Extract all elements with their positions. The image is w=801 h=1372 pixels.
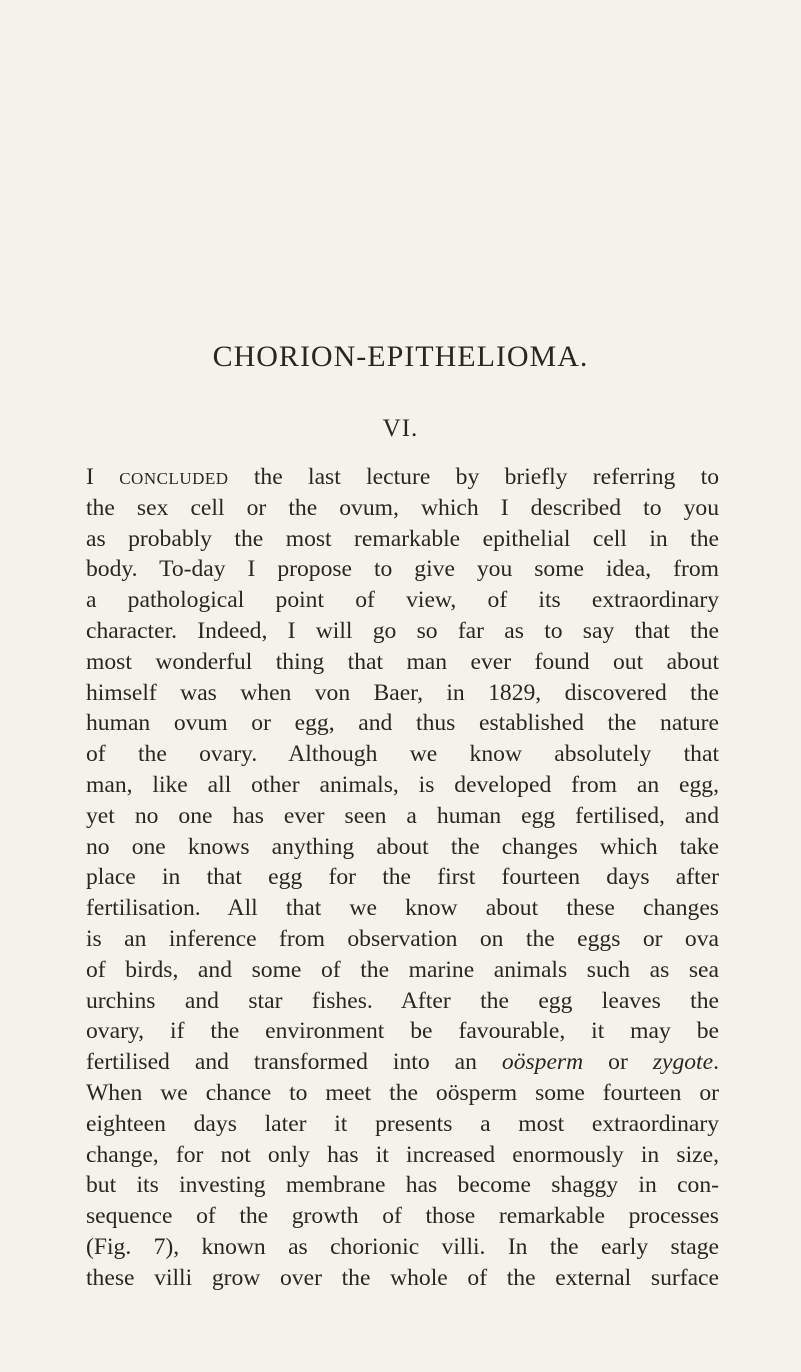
text-line: yet no one has ever seen a human egg fertilised, and [86, 802, 719, 829]
text-line: no one knows anything about the changes which take [86, 833, 719, 860]
text-line: When we chance to meet the oösperm some fourteen or [86, 1079, 719, 1106]
text-line: fertilised and transformed into an oösperm or zygote. [86, 1049, 719, 1076]
opening-word: concluded [119, 464, 229, 490]
term-zygote: zygote [652, 1049, 714, 1076]
text-line: ovary, if the environment be favourable, it may be [86, 1018, 719, 1045]
page-title: CHORION-EPITHELIOMA. [212, 340, 589, 373]
term-oosperm: oösperm [501, 1049, 584, 1076]
text-line: but its investing membrane has become shaggy in con- [86, 1172, 719, 1199]
text-line: most wonderful thing that man ever found out about [86, 648, 719, 675]
text-line: urchins and star fishes. After the egg leaves the [86, 987, 719, 1014]
body-paragraph [86, 462, 719, 1294]
text-line: change, for not only has it increased enormously in size, [86, 1141, 719, 1168]
text-line: the sex cell or the ovum, which I described to you [86, 494, 719, 521]
text-line: these villi grow over the whole of the external surface [86, 1264, 719, 1291]
text-line: place in that egg for the first fourteen days after [86, 864, 719, 891]
text-line: sequence of the growth of those remarkable processes [86, 1203, 719, 1230]
text-line: is an inference from observation on the eggs or ova [86, 925, 719, 952]
text-line: man, like all other animals, is developed from an egg, [86, 771, 719, 798]
section-number: VI. [382, 415, 419, 442]
text-line: character. Indeed, I will go so far as to say that the [86, 617, 719, 644]
text-line: body. To-day I propose to give you some idea, from [86, 556, 719, 583]
text-line: himself was when von Baer, in 1829, discovered the [86, 679, 719, 706]
text-line: (Fig. 7), known as chorionic villi. In the early stage [86, 1233, 719, 1260]
text-line: I concluded the last lecture by briefly referring to [86, 464, 719, 490]
text-line: fertilisation. All that we know about these changes [86, 895, 719, 922]
text-line: of the ovary. Although we know absolutely that [86, 741, 719, 768]
text-line: human ovum or egg, and thus established the nature [86, 710, 719, 737]
text-line: of birds, and some of the marine animals such as sea [86, 956, 719, 983]
text-line: as probably the most remarkable epithelial cell in the [86, 525, 719, 552]
text-line: eighteen days later it presents a most extraordinary [86, 1110, 719, 1137]
text-line: a pathological point of view, of its extraordinary [86, 587, 719, 614]
